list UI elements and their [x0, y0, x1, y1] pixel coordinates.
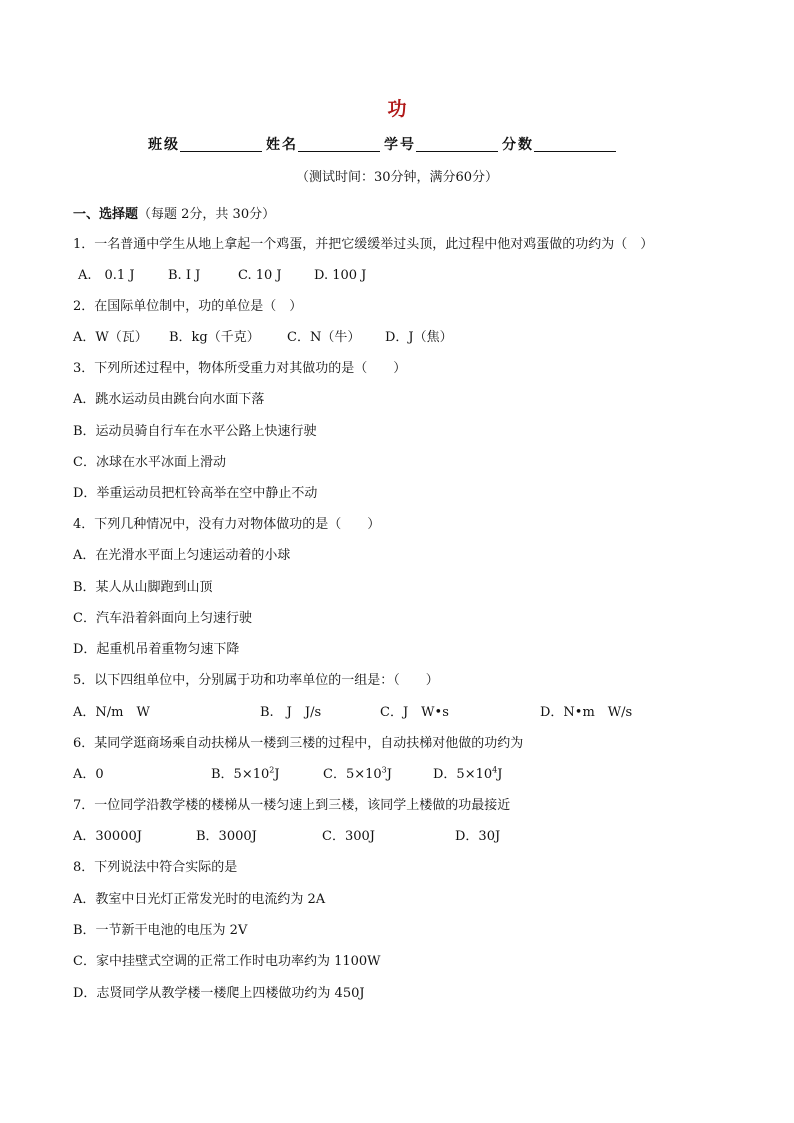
section-title: 一、选择题	[73, 207, 139, 222]
option-c: C．300J	[322, 829, 375, 844]
id-label: 学号	[384, 137, 416, 153]
question-7-options	[73, 825, 500, 844]
question-1-options	[78, 264, 366, 283]
score-blank	[534, 137, 616, 152]
question-4-option-c: C．汽车沿着斜面向上匀速行驶	[73, 611, 252, 626]
question-8-option-c: C．家中挂壁式空调的正常工作时电功率约为 1100W	[73, 954, 381, 969]
page-title: 功	[387, 98, 407, 120]
question-8-option-b: B．一节新干电池的电压为 2V	[73, 923, 248, 938]
option-b-text: B．5×10	[211, 767, 270, 782]
question-8-stem: 8．下列说法中符合实际的是	[73, 860, 238, 875]
option-a: A．30000J	[73, 829, 142, 844]
name-blank	[298, 137, 380, 152]
option-d: D．30J	[455, 829, 501, 844]
option-b: B. I J	[168, 268, 201, 283]
option-c-unit: J	[386, 767, 392, 782]
option-d-exponent: 4	[492, 765, 498, 775]
option-d: D. 100 J	[314, 268, 367, 283]
section-note: （每题 2分，共 30分）	[138, 207, 276, 222]
question-4-option-a: A．在光滑水平面上匀速运动着的小球	[73, 548, 291, 563]
question-4-option-d: D．起重机吊着重物匀速下降	[73, 642, 240, 657]
option-a: A. 0.1 J	[78, 268, 135, 283]
option-d	[433, 763, 502, 782]
option-a: A．0	[73, 767, 104, 782]
question-5-options	[73, 701, 632, 720]
option-b: B．kg（千克）	[169, 330, 260, 345]
question-4-option-b: B．某人从山脚跑到山顶	[73, 580, 213, 595]
question-6-options	[73, 763, 502, 782]
class-label: 班级	[148, 137, 180, 153]
question-8-option-d: D．志贤同学从教学楼一楼爬上四楼做功约为 450J	[73, 986, 365, 1001]
question-5-stem: 5．以下四组单位中，分别属于功和功率单位的一组是：（ ）	[73, 673, 439, 688]
question-3-option-d: D．举重运动员把杠铃高举在空中静止不动	[73, 486, 318, 501]
question-4-stem: 4．下列几种情况中，没有力对物体做功的是（ ）	[73, 517, 381, 532]
score-label: 分数	[502, 137, 534, 153]
option-c-exponent: 3	[381, 765, 387, 775]
question-8-option-a: A．教室中日光灯正常发光时的电流约为 2A	[73, 892, 326, 907]
option-b-unit: J	[274, 767, 280, 782]
option-a: A．W（瓦）	[73, 330, 148, 345]
question-1-stem: 1．一名普通中学生从地上拿起一个鸡蛋，并把它缓缓举过头顶，此过程中他对鸡蛋做的功约为（ ）	[73, 237, 654, 252]
option-c	[323, 763, 433, 782]
option-b: B．3000J	[196, 829, 257, 844]
question-3-stem: 3．下列所述过程中，物体所受重力对其做功的是（ ）	[73, 361, 407, 376]
option-d: D．J（焦）	[385, 330, 453, 345]
section-heading	[73, 203, 275, 222]
question-2-stem: 2．在国际单位制中，功的单位是（ ）	[73, 299, 303, 314]
option-c-text: C．5×10	[323, 767, 382, 782]
id-blank	[416, 137, 498, 152]
question-7-stem: 7．一位同学沿教学楼的楼梯从一楼匀速上到三楼，该同学上楼做的功最接近	[73, 798, 511, 813]
question-3-option-b: B．运动员骑自行车在水平公路上快速行驶	[73, 424, 317, 439]
name-label: 姓名	[266, 137, 298, 153]
option-d: D．N•m W/s	[540, 705, 633, 720]
option-b	[211, 763, 323, 782]
question-3-option-a: A．跳水运动员由跳台向水面下落	[73, 392, 265, 407]
option-c: C．J W•s	[380, 705, 449, 720]
student-info-row	[148, 134, 620, 154]
option-d-text: D．5×10	[433, 767, 493, 782]
option-b-exponent: 2	[269, 765, 275, 775]
option-c: C．N（牛）	[287, 330, 361, 345]
question-3-option-c: C．冰球在水平冰面上滑动	[73, 455, 226, 470]
question-2-options	[73, 326, 453, 345]
option-d-unit: J	[497, 767, 503, 782]
question-6-stem: 6．某同学逛商场乘自动扶梯从一楼到三楼的过程中，自动扶梯对他做的功约为	[73, 736, 524, 751]
option-c: C. 10 J	[238, 268, 282, 283]
test-time-note: （测试时间：30分钟，满分60分）	[295, 170, 499, 185]
option-a: A．N/m W	[73, 705, 150, 720]
class-blank	[180, 137, 262, 152]
option-b: B. J J/s	[260, 705, 322, 720]
